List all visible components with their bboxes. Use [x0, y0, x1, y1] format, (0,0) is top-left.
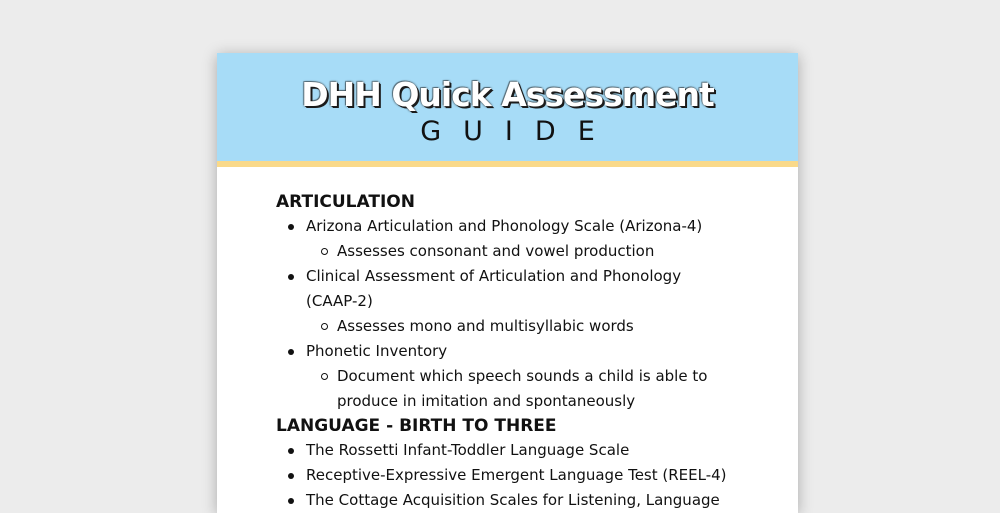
list-item-text: Phonetic Inventory — [306, 342, 448, 360]
list-item-text-line2: (CAAP-2) — [306, 292, 373, 310]
bullet-icon — [288, 473, 294, 479]
list-item-text: The Cottage Acquisition Scales for Listening, Language — [306, 491, 720, 509]
hollow-bullet-icon — [321, 373, 328, 380]
list-item-text: Arizona Articulation and Phonology Scale (Arizona-4) — [306, 217, 703, 235]
list-item — [276, 339, 776, 364]
sub-list-item — [276, 239, 776, 264]
guide-content — [276, 190, 776, 513]
hollow-bullet-icon — [321, 248, 328, 255]
bullet-icon — [288, 498, 294, 504]
list-item — [276, 488, 776, 513]
list-item — [276, 264, 776, 314]
sub-list-item-text: Assesses mono and multisyllabic words — [337, 317, 634, 335]
sub-list-item-text-line2: produce in imitation and spontaneously — [337, 392, 636, 410]
sub-list-item-text-line1: Document which speech sounds a child is able to — [337, 367, 708, 385]
bullet-icon — [288, 224, 294, 230]
header-divider — [217, 161, 798, 167]
section-heading-language: LANGUAGE - BIRTH TO THREE — [276, 416, 557, 436]
list-item-text: The Rossetti Infant-Toddler Language Scale — [306, 441, 630, 459]
page-title: DHH Quick Assessment — [301, 75, 714, 114]
bullet-icon — [288, 274, 294, 280]
list-item-text-line1: Clinical Assessment of Articulation and Phonology — [306, 267, 682, 285]
bullet-icon — [288, 349, 294, 355]
section-heading-articulation: ARTICULATION — [276, 192, 415, 212]
sub-list-item — [276, 314, 776, 339]
sub-list-item — [276, 364, 776, 414]
header-banner — [217, 53, 798, 161]
document-page — [217, 53, 798, 513]
list-item — [276, 463, 776, 488]
list-item — [276, 214, 776, 239]
bullet-icon — [288, 448, 294, 454]
page-subtitle: GUIDE — [420, 116, 617, 147]
sub-list-item-text: Assesses consonant and vowel production — [337, 242, 655, 260]
list-item — [276, 438, 776, 463]
list-item-text: Receptive-Expressive Emergent Language Test (REEL-4) — [306, 466, 727, 484]
hollow-bullet-icon — [321, 323, 328, 330]
